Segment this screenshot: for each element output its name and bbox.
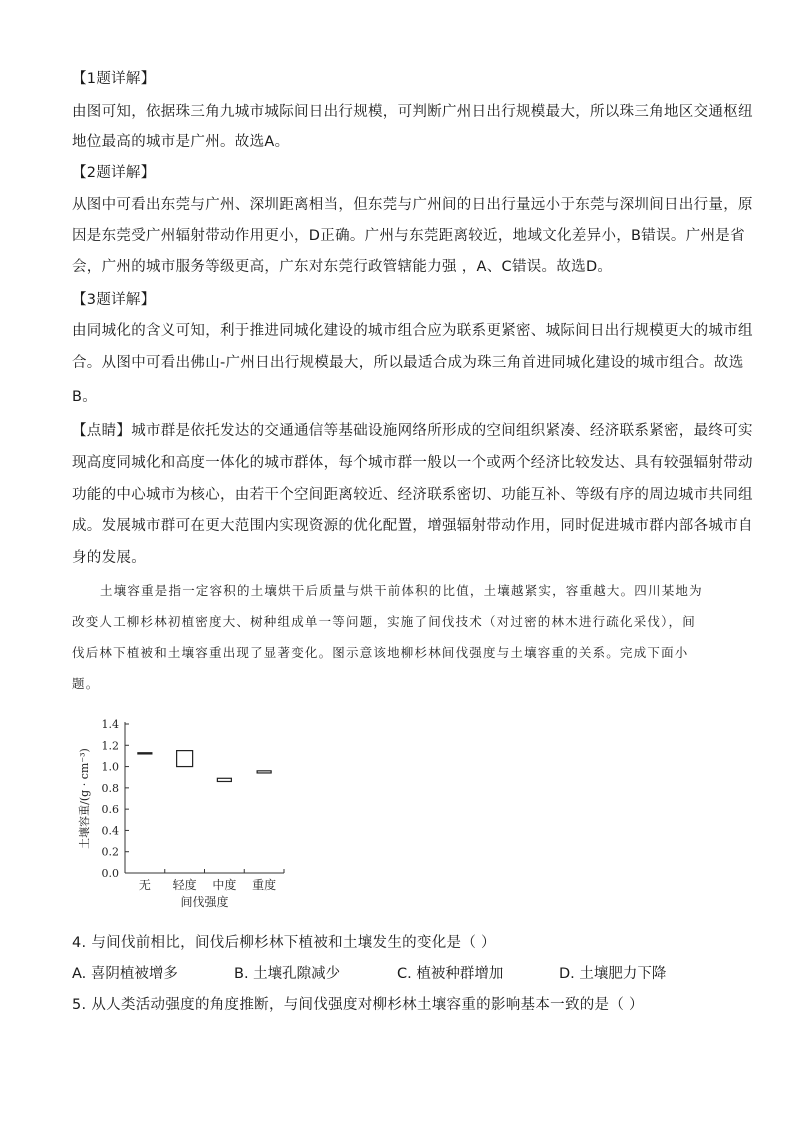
y-tick-label: 0.8 bbox=[101, 781, 119, 795]
q3-line-3: B。 bbox=[72, 389, 98, 405]
x-tick-label: 重度 bbox=[252, 878, 277, 892]
y-tick-label: 0.2 bbox=[101, 845, 119, 859]
tip-line-3: 功能的中心城市为核心，由若干个空间距离较近、经济联系密切、功能互补、等级有序的周边城市共同组 bbox=[72, 487, 753, 503]
q3-line-1: 由同城化的含义可知，利于推进同城化建设的城市组合应为联系更紧密、城际间日出行规模更大的城市组 bbox=[72, 323, 753, 339]
x-tick-label: 中度 bbox=[212, 878, 237, 892]
q1-line-1: 由图可知，依据珠三角九城市城际间日出行规模，可判断广州日出行规模最大，所以珠三角地区交通枢纽 bbox=[72, 104, 753, 120]
q2-line-2: 因是东莞受广州辐射带动作用更小，D正确。广州与东莞距离较近，地域文化差异小，B错误。广州是省 bbox=[72, 228, 745, 244]
y-tick-label: 1.0 bbox=[101, 760, 119, 774]
q2-line-1: 从图中可看出东莞与广州、深圳距离相当，但东莞与广州间的日出行量远小于东莞与深圳间日出行量，原 bbox=[72, 197, 753, 213]
box-重度 bbox=[257, 771, 271, 773]
q1-line-2: 地位最高的城市是广州。故选A。 bbox=[72, 134, 290, 150]
q4-option-c[interactable]: C. 植被种群增加 bbox=[397, 966, 504, 982]
y-tick-label: 1.4 bbox=[101, 718, 119, 731]
y-tick-label: 0.4 bbox=[101, 824, 119, 838]
tip-line-2: 现高度同城化和高度一体化的城市群体，每个城市群一般以一个或两个经济比较发达、具有较强辐射带动 bbox=[72, 455, 753, 471]
box-无 bbox=[138, 753, 152, 754]
passage-line-2: 改变人工柳杉林初植密度大、树种组成单一等问题，实施了间伐技术（对过密的林木进行疏化采伐），间 bbox=[72, 614, 696, 629]
q4-option-a[interactable]: A. 喜阴植被增多 bbox=[72, 966, 178, 982]
y-tick-label: 0.0 bbox=[101, 867, 119, 880]
x-axis-label: 间伐强度 bbox=[180, 895, 229, 909]
tip-line-4: 成。发展城市群可在更大范围内实现资源的优化配置，增强辐射带动作用，同时促进城市群内部各城市自 bbox=[72, 518, 753, 534]
passage-line-1: 土壤容重是指一定容积的土壤烘干后质量与烘干前体积的比值，土壤越紧实，容重越大。四川某地为 bbox=[100, 583, 703, 598]
q5-stem: 5. 从人类活动强度的角度推断，与间伐强度对柳杉林土壤容重的影响基本一致的是（ ） bbox=[72, 997, 644, 1013]
box-轻度 bbox=[177, 751, 193, 767]
tip-line-1: 【点睛】城市群是依托发达的交通通信等基础设施网络所形成的空间组织紧凑、经济联系紧密，最终可实 bbox=[72, 423, 753, 439]
q4-stem: 4. 与间伐前相比，间伐后柳杉林下植被和土壤发生的变化是（ ） bbox=[72, 935, 496, 951]
q4-option-d[interactable]: D. 土壤肥力下降 bbox=[559, 966, 667, 982]
q2-heading: 【2题详解】 bbox=[72, 165, 156, 181]
x-tick-label: 无 bbox=[138, 878, 151, 892]
soil-bulk-density-chart bbox=[70, 712, 300, 912]
box-中度 bbox=[217, 778, 231, 781]
q4-option-b[interactable]: B. 土壤孔隙减少 bbox=[234, 966, 341, 982]
passage-line-4: 题。 bbox=[72, 676, 100, 691]
tip-line-5: 身的发展。 bbox=[72, 550, 146, 566]
q3-line-2: 合。从图中可看出佛山-广州日出行规模最大，所以最适合成为珠三角首进同城化建设的城市组合。故选 bbox=[72, 355, 744, 371]
x-tick-label: 轻度 bbox=[172, 878, 197, 892]
y-tick-label: 1.2 bbox=[101, 739, 119, 753]
q3-heading: 【3题详解】 bbox=[72, 292, 156, 308]
y-tick-label: 0.6 bbox=[101, 803, 119, 817]
q2-line-3: 会，广州的城市服务等级更高，广东对东莞行政管辖能力强 ，A、C错误。故选D。 bbox=[72, 259, 613, 275]
y-axis-label: 土壤容重/(g · cm⁻³) bbox=[78, 748, 91, 849]
q1-heading: 【1题详解】 bbox=[72, 71, 156, 87]
passage-line-3: 伐后林下植被和土壤容重出现了显著变化。图示意该地柳杉林间伐强度与土壤容重的关系。完成下面小 bbox=[72, 645, 689, 660]
